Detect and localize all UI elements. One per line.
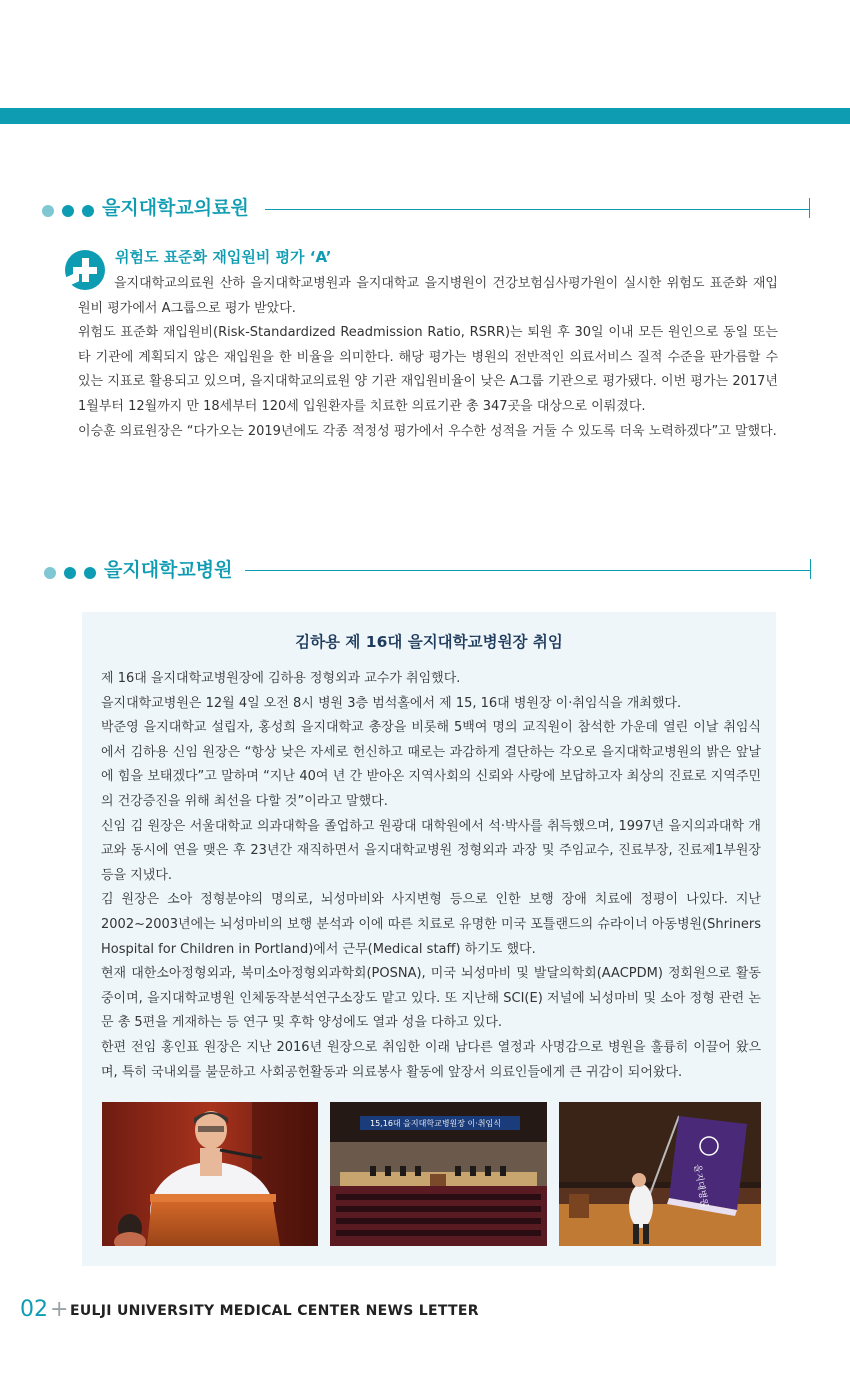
section-rule-end: [809, 198, 810, 218]
section-rule-end: [810, 559, 811, 579]
newsletter-name: EULJI UNIVERSITY MEDICAL CENTER NEWS LETTER: [70, 1303, 479, 1319]
paragraph: 을지대학교병원은 12월 4일 오전 8시 병원 3층 범석홀에서 제 15, 16대 병원장 이·취임식을 개최했다.: [101, 695, 682, 711]
dot-icon: [42, 205, 54, 217]
paragraph: 신임 김 원장은 서울대학교 의과대학을 졸업하고 원광대 대학원에서 석·박사를 취득했으며, 1997년 을지의과대학 개교와 동시에 연을 맺은 후 23년간 재직하면서 을지대학교병원 정형외과 과장 및 주임교수, 진료부장, 진료제1부원장 등을 지냈다.: [101, 818, 761, 883]
section-rule: [245, 570, 810, 571]
section-header-hospital: [0, 558, 850, 588]
paragraph: 제 16대 을지대학교병원장에 김하용 정형외과 교수가 취임했다.: [101, 671, 461, 686]
header-band: [0, 108, 850, 124]
paragraph: 이승훈 의료원장은 “다가오는 2019년에도 각종 적정성 평가에서 우수한 성적을 거둘 수 있도록 더욱 노력하겠다”고 말했다.: [78, 423, 777, 439]
ceremony-banner-text: 15,16대 을지대학교병원장 이·취임식: [370, 1119, 501, 1128]
paragraph: 을지대학교의료원 산하 을지대학교병원과 을지대학교 을지병원이 건강보험심사평가원이 실시한 위험도 표준화 재입원비 평가에서 A그룹으로 평가 받았다.: [78, 276, 778, 316]
dot-icon: [64, 567, 76, 579]
section-title: 을지대학교병원: [104, 559, 233, 581]
photo-speaker-podium: [102, 1102, 318, 1246]
dot-icon: [84, 567, 96, 579]
section-rule: [265, 209, 810, 210]
page-number: 02: [20, 1297, 48, 1322]
flag-text: 을지대병원: [691, 1163, 709, 1209]
plus-icon: +: [50, 1297, 69, 1322]
photo-flag-handover: [559, 1102, 761, 1246]
paragraph: 박준영 을지대학교 설립자, 홍성희 을지대학교 총장을 비롯해 5백여 명의 교직원이 참석한 가운데 열린 이날 취임식에서 김하용 신임 원장은 “항상 낮은 자세로 헌신하고 때로는 과감하게 결단하는 각오로 을지대학교병원의 밝은 앞날에 힘을 보태겠다”고 말하며 “지난 40여 년 간 받아온 지역사회의 신뢰와 사랑에 보답하고자 최상의 진료로 지역주민의 건강증진을 위해 최선을 다할 것”이라고 말했다.: [101, 720, 761, 809]
paragraph: 김 원장은 소아 정형분야의 명의로, 뇌성마비와 사지변형 등으로 인한 보행 장애 치료에 정평이 나있다. 지난 2002~2003년에는 뇌성마비의 보행 분석과 이에 따른 치료로 유명한 미국 포틀랜드의 슈라이너 아동병원(Shriners Hospital for Children in Portland)에서 근무(Medical staff) 하기도 했다.: [101, 892, 761, 957]
article-title: 김하용 제 16대 을지대학교병원장 취임: [295, 633, 563, 651]
article-title: 위험도 표준화 재입원비 평가 ‘A’: [115, 248, 332, 266]
article-body: [78, 272, 778, 444]
dot-icon: [44, 567, 56, 579]
dot-icon: [62, 205, 74, 217]
dot-icon: [82, 205, 94, 217]
paragraph: 한편 전임 홍인표 원장은 지난 2016년 원장으로 취임한 이래 남다른 열정과 사명감으로 병원을 훌륭히 이끌어 왔으며, 특히 국내외를 불문하고 사회공헌활동과 의료봉사 활동에 앞장서 의료인들에게 큰 귀감이 되어왔다.: [101, 1039, 761, 1080]
photo-ceremony-hall: [330, 1102, 547, 1246]
paragraph: 위험도 표준화 재입원비(Risk-Standardized Readmission Ratio, RSRR)는 퇴원 후 30일 이내 모든 원인으로 동일 또는 타 기관에 계획되지 않은 재입원을 한 비율을 의미한다. 해당 평가는 병원의 전반적인 의료서비스 질적 수준을 판가름할 수 있는 지표로 활용되고 있으며, 을지대학교의료원 양 기관 재입원비율이 낮은 A그룹 기관으로 평가됐다. 이번 평가는 2017년 1월부터 12월까지 만 18세부터 120세 입원환자를 치료한 의료기관 총 347곳을 대상으로 이뤄졌다.: [78, 325, 778, 414]
paragraph: 현재 대한소아정형외과, 북미소아정형외과학회(POSNA), 미국 뇌성마비 및 발달의학회(AACPDM) 정회원으로 활동 중이며, 을지대학교병원 인체동작분석연구소장도 맡고 있다. 또 지난해 SCI(E) 저널에 뇌성마비 및 소아 정형 관련 논문 총 5편을 게재하는 등 연구 및 후학 양성에도 열과 성을 다하고 있다.: [101, 966, 761, 1031]
article-body: [101, 667, 761, 1085]
article-box: [82, 612, 776, 1266]
section-header-medical-center: [0, 196, 850, 226]
section-title: 을지대학교의료원: [102, 197, 249, 219]
